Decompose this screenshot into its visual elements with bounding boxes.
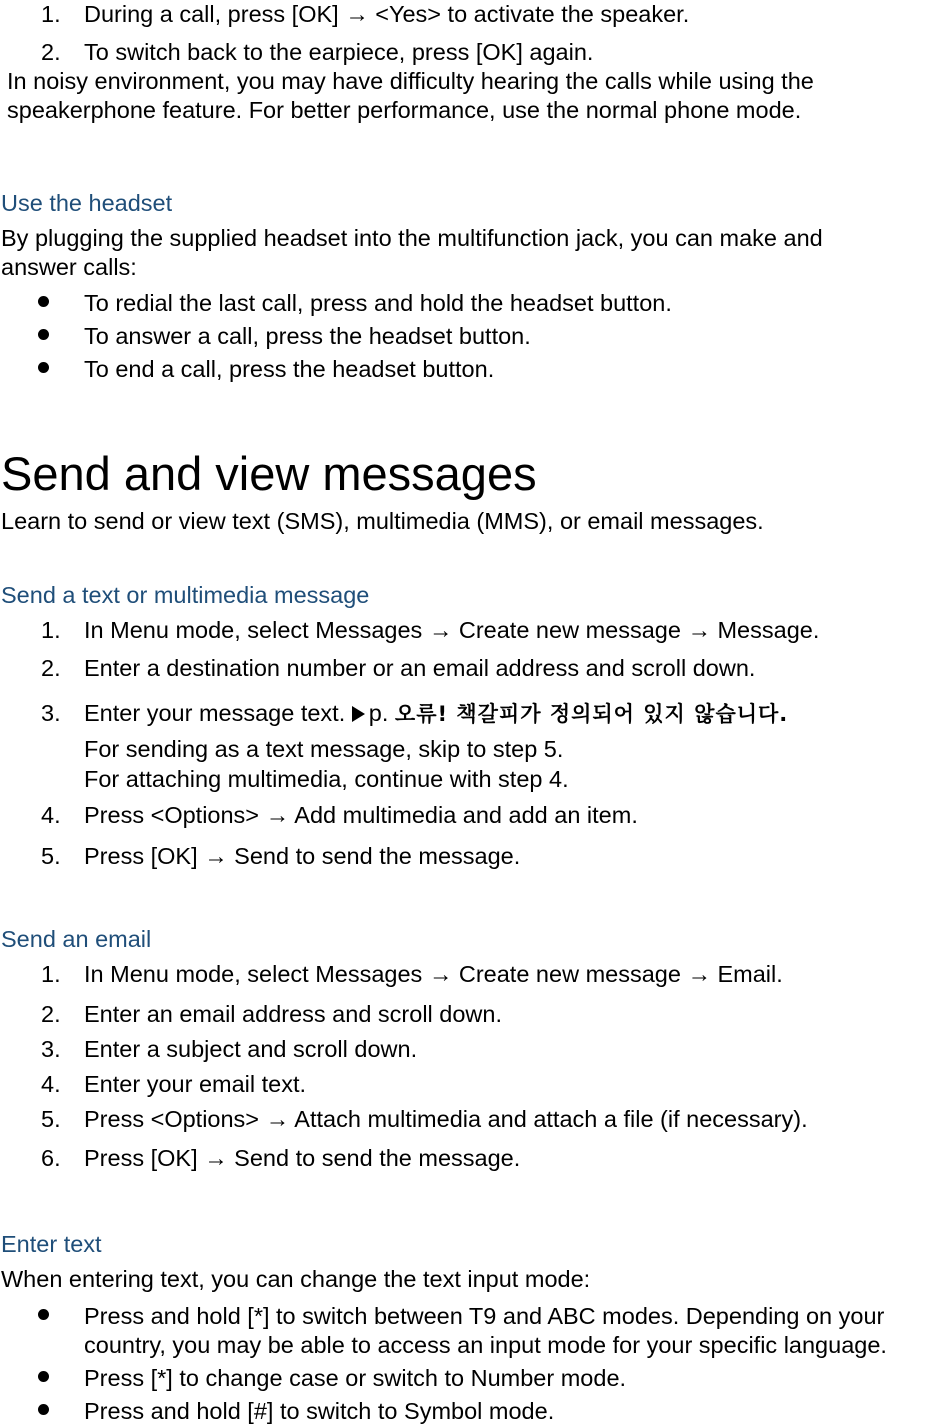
send-message-step-5: Press [OK] → Send to send the message. [84, 843, 521, 869]
enter-text-intro: When entering text, you can change the text input mode: [1, 1266, 591, 1292]
send-message-step-3 [84, 699, 788, 728]
list-number: 3. [41, 700, 61, 726]
speaker-step-2: To switch back to the earpiece, press [OK] again. [84, 39, 594, 65]
send-message-step-4: Press <Options> → Add multimedia and add an item. [84, 802, 638, 828]
speaker-step-1: During a call, press [OK] → <Yes> to activate the speaker. [84, 1, 690, 27]
list-number: 4. [41, 1071, 61, 1097]
list-number: 1. [41, 617, 61, 643]
bullet-icon [38, 1309, 49, 1320]
bullet-icon [38, 362, 49, 373]
list-number: 4. [41, 802, 61, 828]
send-email-heading: Send an email [1, 926, 152, 952]
send-email-step-2: Enter an email address and scroll down. [84, 1001, 502, 1027]
section-title: Send and view messages [1, 447, 537, 500]
list-number: 1. [41, 961, 61, 987]
send-message-step-1: In Menu mode, select Messages → Create new message → Message. [84, 617, 820, 643]
list-number: 3. [41, 1036, 61, 1062]
list-number: 2. [41, 655, 61, 681]
send-message-step-3-sub-2: For attaching multimedia, continue with step 4. [84, 766, 569, 792]
enter-text-heading: Enter text [1, 1231, 102, 1257]
page-ref: p. [368, 700, 389, 726]
send-email-step-1: In Menu mode, select Messages → Create new message → Email. [84, 961, 783, 987]
enter-text-bullet-1-line-2: country, you may be able to access an input mode for your specific language. [84, 1332, 887, 1358]
send-email-step-3: Enter a subject and scroll down. [84, 1036, 418, 1062]
list-number: 5. [41, 843, 61, 869]
send-email-step-5: Press <Options> → Attach multimedia and attach a file (if necessary). [84, 1106, 808, 1132]
play-arrow-icon [352, 706, 365, 722]
list-number: 5. [41, 1106, 61, 1132]
list-number: 6. [41, 1145, 61, 1171]
send-email-step-6: Press [OK] → Send to send the message. [84, 1145, 521, 1171]
headset-intro-line-1: By plugging the supplied headset into the multifunction jack, you can make and [1, 225, 823, 251]
bullet-icon [38, 1371, 49, 1382]
bullet-icon [38, 329, 49, 340]
send-message-heading: Send a text or multimedia message [1, 582, 370, 608]
headset-bullet-3: To end a call, press the headset button. [84, 356, 495, 382]
enter-text-bullet-2: Press [*] to change case or switch to Number mode. [84, 1365, 627, 1391]
headset-bullet-1: To redial the last call, press and hold the headset button. [84, 290, 672, 316]
bullet-icon [38, 296, 49, 307]
headset-heading: Use the headset [1, 190, 173, 216]
list-number: 2. [41, 1001, 61, 1027]
speaker-note-line-2: speakerphone feature. For better performance, use the normal phone mode. [7, 97, 802, 123]
headset-bullet-2: To answer a call, press the headset button. [84, 323, 531, 349]
speaker-note-line-1: In noisy environment, you may have difficulty hearing the calls while using the [7, 68, 814, 94]
step-3-text: Enter your message text. [84, 700, 346, 726]
send-email-step-4: Enter your email text. [84, 1071, 307, 1097]
list-number: 1. [41, 1, 61, 27]
list-number: 2. [41, 39, 61, 65]
messages-intro: Learn to send or view text (SMS), multimedia (MMS), or email messages. [1, 508, 764, 534]
bookmark-error: 오류! 책갈피가 정의되어 있지 않습니다. [394, 702, 789, 726]
bullet-icon [38, 1404, 49, 1415]
enter-text-bullet-3: Press and hold [#] to switch to Symbol mode. [84, 1398, 555, 1424]
send-message-step-3-sub-1: For sending as a text message, skip to step 5. [84, 736, 564, 762]
send-message-step-2: Enter a destination number or an email address and scroll down. [84, 655, 756, 681]
enter-text-bullet-1-line-1: Press and hold [*] to switch between T9 and ABC modes. Depending on your [84, 1303, 885, 1329]
headset-intro-line-2: answer calls: [1, 254, 137, 280]
